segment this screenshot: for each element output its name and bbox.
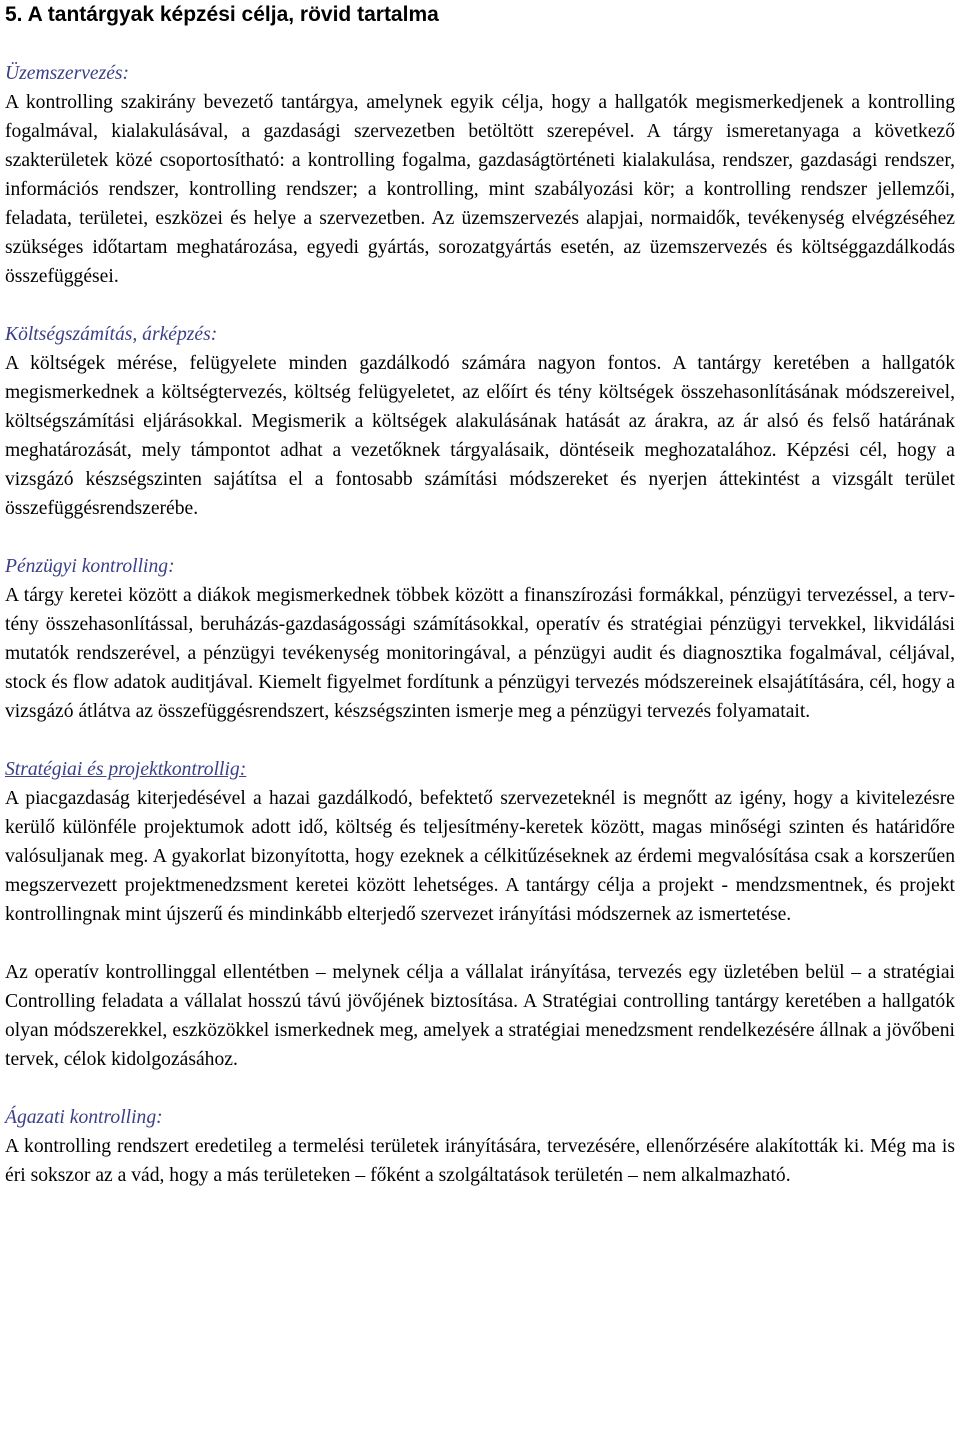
spacer <box>5 1074 955 1103</box>
section-koltsegszamitas <box>5 320 955 523</box>
section-heading-penzugyi: Pénzügyi kontrolling: <box>5 556 175 577</box>
chapter-title: 5. A tantárgyak képzési célja, rövid tartalma <box>5 3 439 26</box>
spacer <box>5 929 955 958</box>
paragraph-uzemszervezes: A kontrolling szakirány bevezető tantárgya, amelynek egyik célja, hogy a hallgatók megismerkedjenek a kontrolling fogalmával, kialakulásával, a gazdasági szervezetben betöltött szerepével. A tárgy ismeretanyaga a következő szakterületek közé csoportosítható: a kontrolling fogalma, gazdaságtörténeti kialakulása, rendszer, gazdasági rendszer, információs rendszer, kontrolling rendszer; a kontrolling, mint szabályozási kör; a kontrolling rendszer jellemzői, feladata, területei, eszközei és helye a szervezetben. Az üzemszervezés alapjai, normaidők, tevékenység elvégzéséhez szükséges időtartam meghatározása, egyedi gyártás, sorozatgyártás esetén, az üzemszervezés és költséggazdálkodás összefüggései. <box>5 92 955 287</box>
section-heading-agazati: Ágazati kontrolling: <box>5 1107 163 1128</box>
section-penzugyi <box>5 552 955 726</box>
section-agazati <box>5 1103 955 1190</box>
section-heading-uzemszervezes: Üzemszervezés: <box>5 63 130 84</box>
section-heading-strategiai: Stratégiai és projektkontrollig: <box>5 759 247 780</box>
spacer <box>5 30 955 59</box>
paragraph-strategiai-2: Az operatív kontrollinggal ellentétben – melynek célja a vállalat irányítása, tervezés egy üzletében belül – a stratégiai Controlling feladata a vállalat hosszú távú jövőjének biztosítása. A Stratégiai controlling tantárgy keretében a hallgatók olyan módszerekkel, eszközökkel ismerkednek meg, amelyek a stratégiai menedzsment rendelkezésére állnak a jövőbeni tervek, célok kidolgozásához. <box>5 962 955 1070</box>
paragraph-koltsegszamitas: A költségek mérése, felügyelete minden gazdálkodó számára nagyon fontos. A tantárgy keretében a hallgatók megismerkednek a költségtervezés, költség felügyeletet, az előírt és tény költségek összehasonlításának módszereivel, költségszámítási eljárásokkal. Megismerik a költségek alakulásának hatását az árakra, az ár alsó és felső határának meghatározását, mely támpontot adhat a vezetőknek tárgyalásaik, döntéseik meghozatalához. Képzési cél, hogy a vizsgázó készségszinten sajátítsa el a fontosabb számítási módszereket és nyerjen áttekintést a vizsgált terület összefüggésrendszerébe. <box>5 353 955 519</box>
spacer <box>5 291 955 320</box>
section-uzemszervezes <box>5 59 955 291</box>
paragraph-strategiai-1: A piacgazdaság kiterjedésével a hazai gazdálkodó, befektető szervezeteknél is megnőtt az igény, hogy a kivitelezésre kerülő különféle projektumok adott idő, költség és teljesítmény-keretek között, magas minőségi szinten és határidőre valósuljanak meg. A gyakorlat bizonyította, hogy ezeknek a célkitűzéseknek az érdemi megvalósítása csak a korszerűen megszervezett projektmenedzsment keretei között lehetséges. A tantárgy célja a projekt - mendzsmentnek, és projekt kontrollingnak mint újszerű és mindinkább elterjedő szervezet irányítási módszernek az ismertetése. <box>5 788 955 925</box>
spacer <box>5 726 955 755</box>
paragraph-agazati: A kontrolling rendszert eredetileg a termelési területek irányítására, tervezésére, ellenőrzésére alakították ki. Még ma is éri sokszor az a vád, hogy a más területeken – főként a szolgáltatások területén – nem alkalmazható. <box>5 1136 955 1186</box>
paragraph-penzugyi: A tárgy keretei között a diákok megismerkednek többek között a finanszírozási formákkal, pénzügyi tervezéssel, a terv-tény összehasonlítással, beruházás-gazdaságossági számításokkal, operatív és stratégiai pénzügyi tervekkel, likvidálási mutatók rendszerével, a pénzügyi tevékenység monitoringával, a pénzügyi audit és diagnosztika fogalmával, céljával, stock és flow adatok auditjával. Kiemelt figyelmet fordítunk a pénzügyi tervezés módszereinek elsajátítására, cél, hogy a vizsgázó átlátva az összefüggésrendszert, készségszinten ismerje meg a pénzügyi tervezés folyamatait. <box>5 585 955 722</box>
document-page <box>5 0 955 1190</box>
spacer <box>5 523 955 552</box>
section-heading-koltsegszamitas: Költségszámítás, árképzés: <box>5 324 218 345</box>
section-strategiai <box>5 755 955 1074</box>
